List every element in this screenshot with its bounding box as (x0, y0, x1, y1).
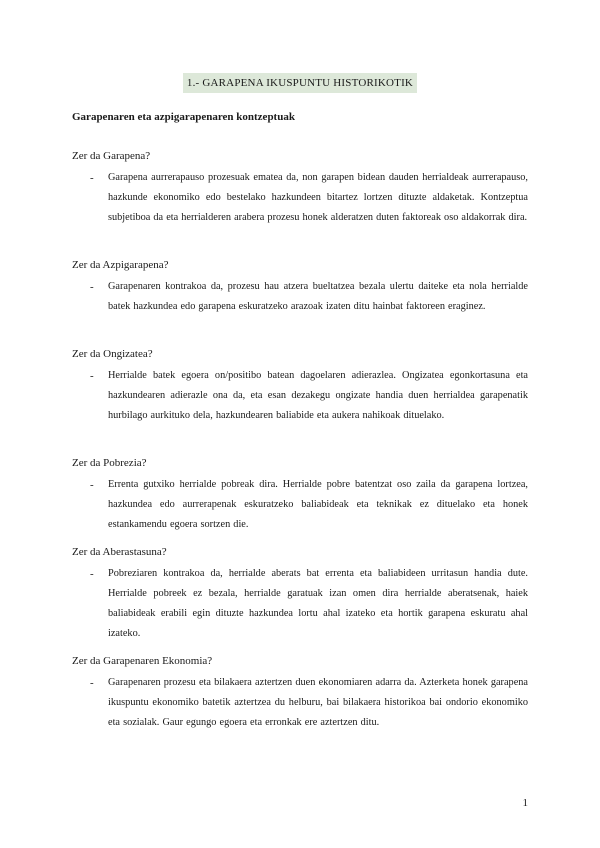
answer-text: Errenta gutxiko herrialde pobreak dira. Herrialde pobre batentzat oso zaila da garapena lortzea, hazkundea edo aurrerapenak eskuratzeko baliabideak eta teknikak ez dituelako eta honek estankamendu egoera sortzen die. (108, 479, 528, 530)
section-heading: Garapenaren eta azpigarapenaren kontzeptuak (72, 111, 295, 123)
bullet-dash: - (90, 677, 94, 689)
bullet-dash: - (90, 479, 94, 491)
list-item (72, 168, 528, 228)
list-item (72, 673, 528, 733)
list-item (72, 277, 528, 317)
list-item (72, 366, 528, 426)
bullet-dash: - (90, 568, 94, 580)
answer-text: Herrialde batek egoera on/positibo batean dagoelaren adierazlea. Ongizatea egonkortasuna eta hazkundearen adierazle ona da, eta esan dezakegu ongizate handia duen herrialdea garapenatik hurbilago aurkituko dela, hazkundearen baliabide eta aukera nahikoak dituelako. (108, 370, 528, 421)
bullet-dash: - (90, 370, 94, 382)
list-item (72, 475, 528, 535)
section-pobrezia (72, 455, 528, 535)
bullet-dash: - (90, 281, 94, 293)
section-azpigarapena (72, 257, 528, 317)
question-heading: Zer da Azpigarapena? (72, 259, 169, 271)
question-heading: Zer da Garapenaren Ekonomia? (72, 655, 213, 667)
section-garapena (72, 148, 528, 228)
title-wrapper (0, 73, 600, 93)
answer-text: Garapenaren prozesu eta bilakaera aztertzen duen ekonomiaren adarra da. Azterketa honek garapena ikuspuntu ekonomiko batetik aztertzea du helburu, bai bilakaera historikoa bai ondorio ekonomiko eta sozialak. Gaur egungo egoera eta erronkak ere aztertzen ditu. (108, 677, 528, 728)
question-heading: Zer da Ongizatea? (72, 348, 153, 360)
page-title: 1.- GARAPENA IKUSPUNTU HISTORIKOTIK (183, 73, 417, 93)
answer-text: Garapenaren kontrakoa da, prozesu hau atzera bueltatzea bezala ulertu daiteke eta nola herrialde batek hazkundea edo garapena eskuratzeko arazoak izaten ditu hainbat faktoreen eraginez. (108, 281, 528, 312)
question-heading: Zer da Garapena? (72, 150, 151, 162)
bullet-dash: - (90, 172, 94, 184)
list-item (72, 564, 528, 644)
section-garapenaren-ekonomia (72, 653, 528, 733)
answer-text: Pobreziaren kontrakoa da, herrialde aberats bat errenta eta baliabideen urritasun handia dute. Herrialde pobreek ez bezala, herrialde garatuak izan omen dira herrialde aberatsenak, haiek baliabideak erabili egin dituzte hazkundea lortu ahal izateko eta hortik garapena eskuratu ahal izateko. (108, 568, 528, 639)
section-aberastasuna (72, 544, 528, 644)
question-heading: Zer da Aberastasuna? (72, 546, 167, 558)
question-heading: Zer da Pobrezia? (72, 457, 147, 469)
page-number: 1 (522, 797, 528, 809)
answer-text: Garapena aurrerapauso prozesuak ematea da, non garapen bidean dauden herrialdeak aurrerapauso, hazkunde ekonomiko edo bestelako hazkundeen bitartez lortzen dituzte aldaketak. Kontzeptua subjetiboa da eta herrialderen arabera prozesu honek alderatzen duten faktoreak oso aldakorrak dira. (108, 172, 528, 223)
section-ongizatea (72, 346, 528, 426)
